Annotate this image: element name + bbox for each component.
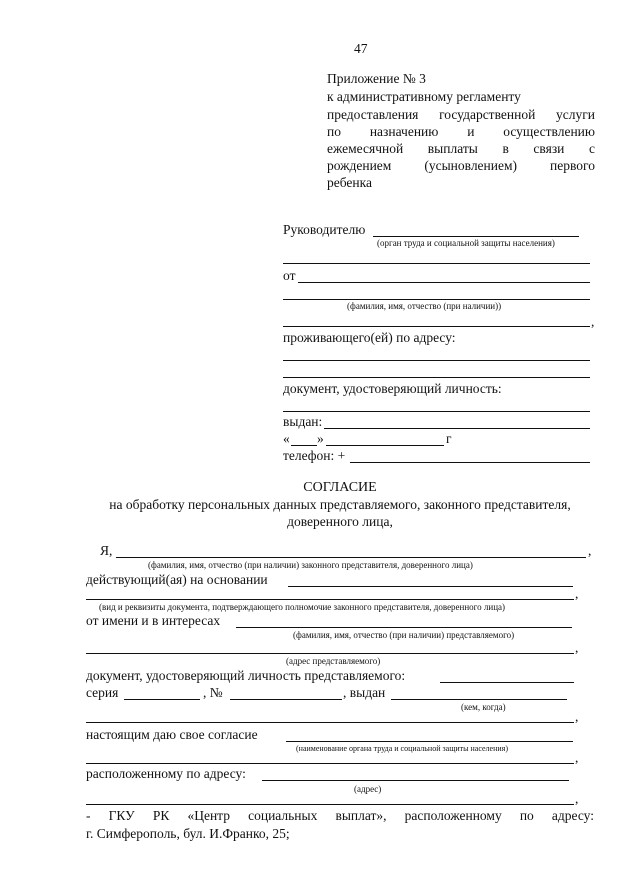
rep-address-hint: (адрес представляемого): [286, 656, 381, 666]
number-label: , №: [203, 685, 223, 700]
i-hint: (фамилия, имя, отчество (при наличии) законного представителя, доверенного лица): [148, 560, 473, 570]
phone-label: телефон: +: [283, 448, 346, 463]
from-field-line[interactable]: [298, 282, 590, 283]
from-field-line-3[interactable]: [283, 326, 590, 327]
rep-address-line[interactable]: [86, 653, 574, 654]
i-comma: ,: [588, 543, 592, 558]
from-comma: ,: [591, 314, 595, 329]
phone-line[interactable]: [350, 462, 590, 463]
from-hint: (фамилия, имя, отчество (при наличии)): [347, 301, 502, 311]
rep-address-comma: ,: [575, 640, 579, 655]
behalf-hint: (фамилия, имя, отчество (при наличии) представляемого): [293, 630, 515, 640]
rep-doc-line[interactable]: [440, 682, 574, 683]
id-doc-line[interactable]: [283, 411, 590, 412]
consent-line[interactable]: [286, 741, 573, 742]
year-suffix: г: [446, 431, 452, 446]
date-month-line[interactable]: [326, 445, 444, 446]
i-label: Я,: [100, 543, 113, 558]
consent-line-2[interactable]: [86, 763, 574, 764]
date-day-line[interactable]: [291, 445, 317, 446]
appendix-line-5: ежемесячной выплаты в связи с: [327, 141, 595, 156]
i-line[interactable]: [116, 557, 586, 558]
rep-issued-hint: (кем, когда): [461, 702, 506, 712]
appendix-line-7: ребенка: [327, 175, 372, 190]
to-label: Руководителю: [283, 222, 366, 237]
consent-hint: (наименование органа труда и социальной защиты населения): [296, 744, 508, 753]
to-field-line[interactable]: [373, 236, 579, 237]
from-label: от: [283, 268, 296, 283]
date-close-quote: »: [317, 431, 324, 446]
consent-comma: ,: [575, 750, 579, 765]
behalf-label: от имени и в интересах: [86, 613, 221, 628]
appendix-line-2: к административному регламенту: [327, 89, 521, 104]
address-label: проживающего(ей) по адресу:: [283, 330, 456, 345]
acting-label: действующий(ая) на основании: [86, 572, 268, 587]
consent-title: СОГЛАСИЕ: [303, 480, 377, 495]
located-label: расположенному по адресу:: [86, 766, 246, 781]
issued-line[interactable]: [324, 428, 590, 429]
acting-line-2[interactable]: [86, 599, 574, 600]
rep-doc-label: документ, удостоверяющий личность представляемого:: [86, 668, 406, 683]
located-hint: (адрес): [354, 784, 382, 794]
consent-subtitle-2: доверенного лица,: [287, 514, 393, 529]
rep-issued-line-2[interactable]: [86, 722, 574, 723]
acting-comma: ,: [575, 586, 579, 601]
date-open-quote: «: [283, 431, 290, 446]
id-doc-label: документ, удостоверяющий личность:: [283, 381, 502, 396]
from-field-line-2[interactable]: [283, 299, 590, 300]
located-line[interactable]: [262, 780, 569, 781]
appendix-line-4: по назначению и осуществлению: [327, 124, 595, 139]
to-hint: (орган труда и социальной защиты населения): [377, 238, 555, 248]
located-comma: ,: [575, 791, 579, 806]
address-line-1[interactable]: [283, 360, 590, 361]
gku-text-1: - ГКУ РК «Центр социальных выплат», расположенному по адресу:: [86, 808, 594, 823]
page-number: 47: [354, 41, 368, 56]
to-field-line-2[interactable]: [283, 263, 590, 264]
appendix-line-3: предоставления государственной услуги: [327, 107, 595, 122]
gku-text-2: г. Симферополь, бул. И.Франко, 25;: [86, 826, 290, 841]
consent-label: настоящим даю свое согласие: [86, 727, 258, 742]
series-label: серия: [86, 685, 119, 700]
appendix-line-1: Приложение № 3: [327, 71, 426, 86]
address-line-2[interactable]: [283, 377, 590, 378]
issued-label: выдан:: [283, 414, 323, 429]
number-line[interactable]: [230, 699, 342, 700]
acting-line[interactable]: [288, 586, 573, 587]
located-line-2[interactable]: [86, 804, 574, 805]
behalf-line[interactable]: [236, 627, 572, 628]
appendix-line-6: рождением (усыновлением) первого: [327, 158, 595, 173]
rep-issued-label: , выдан: [343, 685, 386, 700]
acting-hint: (вид и реквизиты документа, подтверждающего полномочие законного представителя, доверенного лица): [99, 602, 506, 612]
consent-subtitle-1: на обработку персональных данных представляемого, законного представителя,: [109, 497, 571, 512]
rep-issued-line[interactable]: [391, 699, 567, 700]
rep-issued-comma: ,: [575, 709, 579, 724]
series-line[interactable]: [124, 699, 200, 700]
